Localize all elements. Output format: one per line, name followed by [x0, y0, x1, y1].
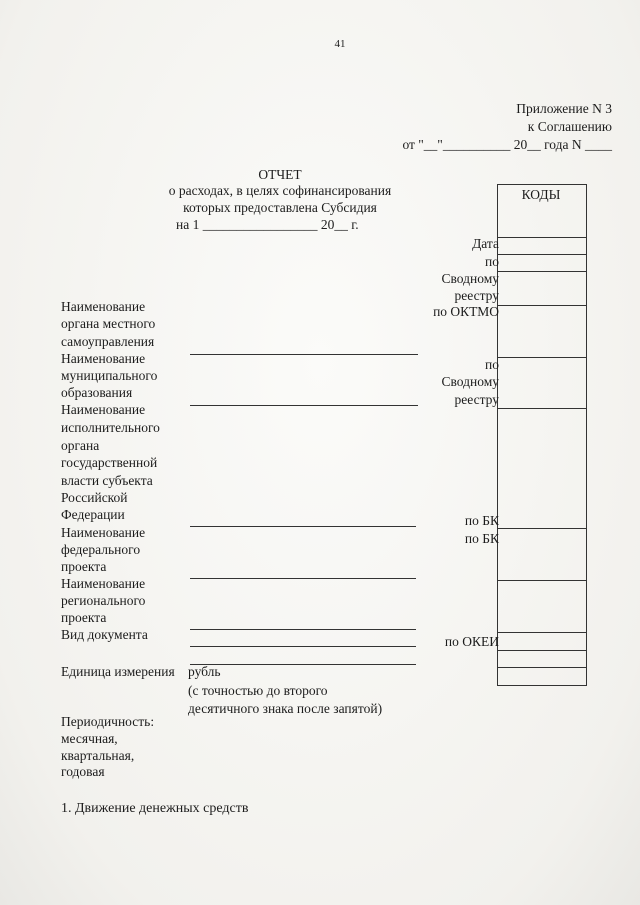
field-federal-line-3: проекта — [61, 559, 107, 574]
field-municipal-line-1: Наименование — [61, 351, 146, 366]
field-periodicity-line-4: годовая — [61, 764, 105, 779]
field-executive-line-1: Наименование — [61, 402, 146, 417]
appendix-line-3: от "__"__________ 20__ года N ____ — [402, 137, 612, 152]
codes-row-divider — [497, 650, 586, 651]
codes-row-divider — [497, 632, 586, 633]
field-extra-underline — [190, 664, 416, 665]
field-periodicity-line-3: квартальная, — [61, 748, 135, 763]
field-organ-line-1: Наименование — [61, 299, 146, 314]
field-organ-underline — [190, 354, 418, 355]
codes-row-divider — [497, 580, 586, 581]
field-executive-line-5: власти субъекта — [61, 473, 153, 488]
report-heading: ОТЧЕТ — [258, 167, 302, 182]
section-heading: 1. Движение денежных средств — [61, 801, 249, 816]
appendix-line-2: к Соглашению — [527, 119, 612, 134]
field-municipal-underline — [190, 405, 418, 406]
report-title-line-3: на 1 _________________ 20__ г. — [176, 217, 359, 232]
field-federal-line-2: федерального — [61, 542, 141, 557]
field-unit-value: рубль — [188, 664, 221, 679]
field-executive-line-4: государственной — [61, 455, 158, 470]
field-organ-line-3: самоуправления — [61, 334, 155, 349]
codes-row-divider — [497, 408, 586, 409]
field-executive-line-6: Российской — [61, 490, 128, 505]
field-executive-line-2: исполнительного — [61, 420, 160, 435]
field-executive-line-3: органа — [61, 438, 100, 453]
code-label-svod-2-line-1: по — [485, 357, 499, 372]
field-unit-note-2: десятичного знака после запятой) — [188, 701, 383, 716]
code-label-svod-2-line-2: Сводному — [441, 374, 499, 389]
field-municipal-line-3: образования — [61, 385, 133, 400]
code-label-bk-2: по БК — [464, 531, 499, 546]
field-periodicity-line-2: месячная, — [61, 731, 118, 746]
codes-header: КОДЫ — [521, 187, 561, 202]
field-unit-label: Единица измерения — [61, 664, 175, 679]
report-title-line-2: которых предоставлена Субсидия — [183, 200, 377, 215]
code-label-svod-1-line-1: по — [485, 254, 499, 269]
code-label-bk-1: по БК — [464, 513, 499, 528]
field-federal-line-1: Наименование — [61, 525, 146, 540]
codes-row-divider — [497, 254, 586, 255]
report-title-line-1: о расходах, в целях софинансирования — [168, 183, 392, 198]
field-regional-underline — [190, 629, 416, 630]
codes-row-divider — [497, 305, 586, 306]
code-label-svod-1-line-3: реестру — [454, 288, 499, 303]
field-doc-type-underline — [190, 646, 416, 647]
code-label-svod-2-line-3: реестру — [454, 392, 499, 407]
codes-row-divider — [497, 528, 586, 529]
field-regional-line-1: Наименование — [61, 576, 146, 591]
codes-row-divider — [497, 357, 586, 358]
field-periodicity-line-1: Периодичность: — [61, 714, 155, 729]
codes-box — [497, 184, 587, 686]
field-organ-line-2: органа местного — [61, 316, 156, 331]
code-label-okei: по ОКЕИ — [444, 634, 499, 649]
page-number: 41 — [334, 38, 346, 50]
codes-row-divider — [497, 237, 586, 238]
codes-row-divider — [497, 271, 586, 272]
field-doc-type: Вид документа — [61, 627, 148, 642]
field-unit-note-1: (с точностью до второго — [188, 683, 328, 698]
field-federal-underline — [190, 578, 416, 579]
field-municipal-line-2: муниципального — [61, 368, 158, 383]
field-executive-underline — [190, 526, 416, 527]
code-label-oktmo: по ОКТМО — [433, 304, 499, 319]
field-regional-line-3: проекта — [61, 610, 107, 625]
code-label-date: Дата — [472, 236, 499, 251]
codes-row-divider — [497, 667, 586, 668]
appendix-line-1: Приложение N 3 — [516, 101, 612, 116]
code-label-svod-1-line-2: Сводному — [441, 271, 499, 286]
field-regional-line-2: регионального — [61, 593, 146, 608]
field-executive-line-7: Федерации — [61, 507, 125, 522]
